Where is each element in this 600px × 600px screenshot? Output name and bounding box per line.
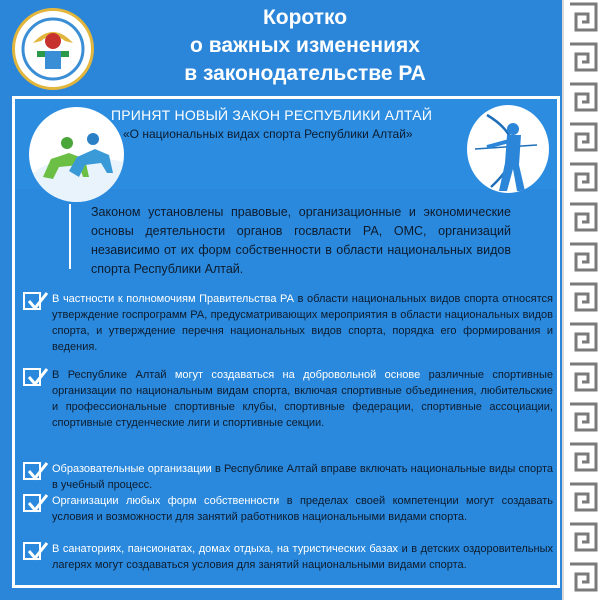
item-body: в области национальных видов спорта относятся утверждение госпрограмм РА, предусматривающих мероприятия в области национальных видов спорта, и утверждение перечня национальных видов спорта, порядка его формирования и ведения. <box>52 293 554 353</box>
horse-riders-icon <box>29 107 124 202</box>
item-body: различные спортивные организации по национальным видам спорта, включая спортивные объединения, любительские и профессиональные спортивные клубы, спортивные федерации, спортивные ассоциации, спортивные студенческие лиги и спортивные секции. <box>52 369 553 429</box>
page-title <box>110 4 500 88</box>
list-item-text <box>52 367 553 431</box>
law-title: ПРИНЯТ НОВЫЙ ЗАКОН РЕСПУБЛИКИ АЛТАЙ <box>111 107 433 123</box>
item-highlight: Организации любых форм собственности <box>52 495 280 507</box>
checkbox-icon <box>23 494 41 512</box>
greek-key-border <box>562 0 600 600</box>
emblem-icon <box>12 8 94 90</box>
list-item-text <box>52 493 553 525</box>
item-highlight: В санаториях, пансионатах, домах отдыха, на туристических базах <box>52 543 399 555</box>
list-item <box>23 461 553 493</box>
title-line-3: в законодательстве РА <box>184 62 426 85</box>
law-subtitle: «О национальных видах спорта Республики Алтай» <box>123 127 413 141</box>
title-line-1: Коротко <box>262 6 348 29</box>
archer-icon <box>467 105 549 193</box>
item-body: в пределах своей компетенции могут создавать условия и возможности для занятий работников национальными видами спорта. <box>52 495 554 523</box>
list-item-text <box>52 461 553 493</box>
checkbox-icon <box>23 542 41 560</box>
item-highlight: могут создаваться на добровольной основе <box>174 369 421 381</box>
checkbox-icon <box>23 368 41 386</box>
list-item <box>23 367 553 431</box>
item-body: в Республике Алтай вправе включать национальные виды спорта в учебный процесс. <box>52 463 553 491</box>
divider-line <box>69 204 71 269</box>
item-body: и в детских оздоровительных лагерях могут создаваться условия для занятий национальными видами спорта. <box>52 543 553 571</box>
list-item-text <box>52 541 553 573</box>
item-prefix: В Республике Алтай <box>52 369 175 381</box>
checkbox-icon <box>23 292 41 310</box>
title-line-2: о важных изменениях <box>190 34 420 57</box>
item-highlight: Образовательные организации <box>52 463 212 475</box>
list-item <box>23 493 553 525</box>
list-item <box>23 541 553 573</box>
checkbox-icon <box>23 462 41 480</box>
intro-paragraph: Законом установлены правовые, организационные и экономические основы деятельности органов госвласти РА, ОМС, организаций независимо от их форм собственности в области национальных видов спорта Республики Алтай. <box>91 205 511 276</box>
list-item-text <box>52 291 553 355</box>
item-highlight: В частности к полномочиям Правительства РА <box>52 293 294 305</box>
content-panel <box>12 96 560 588</box>
list-item <box>23 291 553 355</box>
